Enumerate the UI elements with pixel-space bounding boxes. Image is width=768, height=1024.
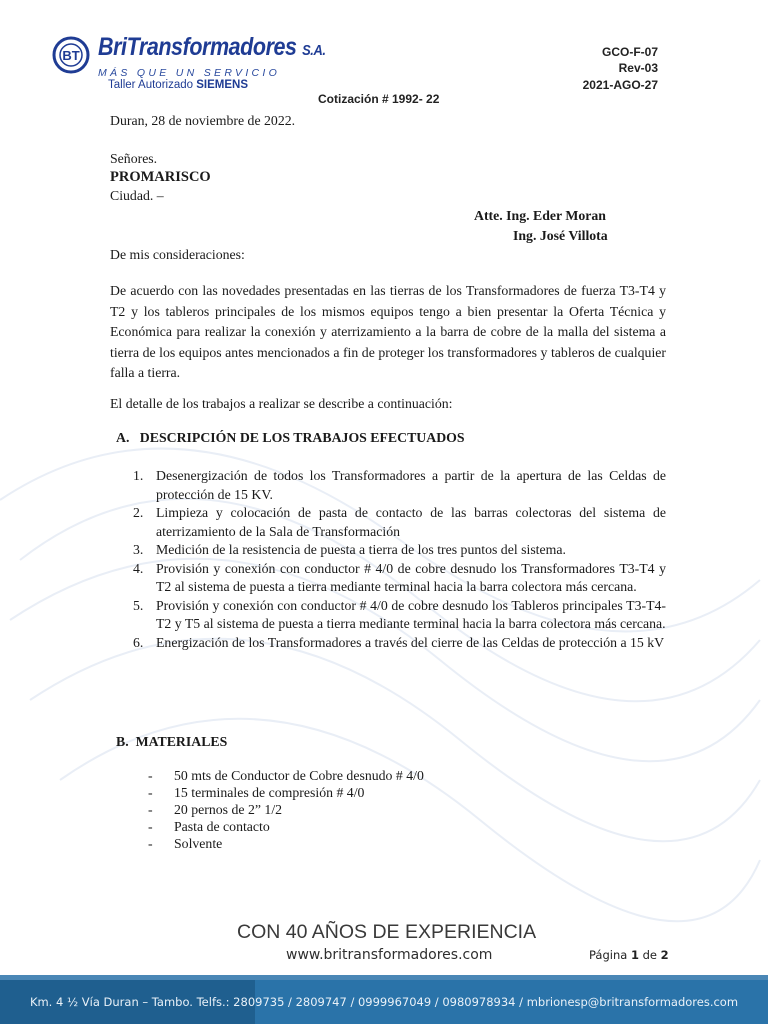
detail-intro: El detalle de los trabajos a realizar se describe a continuación: <box>110 396 453 411</box>
list-item: - Pasta de contacto <box>148 819 270 834</box>
website-link[interactable]: www.britransformadores.com <box>286 947 493 963</box>
list-item: 1. Desenergización de todos los Transformadores a partir de la apertura de las Celdas de protección de 15 KV. <box>133 468 666 502</box>
list-item: 4. Provisión y conexión con conductor # 4/0 de cobre desnudo los Transformadores T3-T4 y T2 al sistema de puesta a tierra mediante terminal hacia la barra colectora más cercana. <box>133 560 666 594</box>
authorized-workshop: Taller Autorizado SIEMENS <box>108 79 248 91</box>
intro-paragraph: De acuerdo con las novedades presentadas en las tierras de los Transformadores de fuerza T3-T4 y T2 y los tableros principales de los mismos equipos tengo a bien presentar la Oferta Técnica y Económica para realizar la conexión y aterrizamiento a la barra de cobre de la malla del sistema a tierra de los equipos antes mencionados a fin de proteger los transformadores y tableros de cualquier falla a tierra. <box>110 283 666 380</box>
doc-revision: Rev-03 <box>618 61 658 75</box>
recipient-company: PROMARISCO <box>110 169 211 185</box>
brand-slogan: MÁS QUE UN SERVICIO <box>98 67 281 79</box>
place-date: Duran, 28 de noviembre de 2022. <box>110 113 296 128</box>
doc-date: 2021-AGO-27 <box>582 78 658 92</box>
list-item: 6. Energización de los Transformadores a través del cierre de las Celdas de protección a 15 kV <box>133 634 665 650</box>
salutation: Señores. <box>110 151 158 166</box>
list-item: 2. Limpieza y colocación de pasta de contacto de las barras colectoras del sistema de aterrizamiento de la Sala de Transformación <box>133 505 666 539</box>
contact-footer-bar <box>0 975 768 1024</box>
company-logo <box>50 33 326 95</box>
logo-emblem-icon <box>50 35 96 75</box>
work-list <box>110 467 666 652</box>
doc-code: GCO-F-07 <box>601 45 658 59</box>
attention-line-2: Ing. José Villota <box>513 228 608 243</box>
section-a-heading: A. DESCRIPCIÓN DE LOS TRABAJOS EFECTUADOS <box>116 430 465 445</box>
recipient-city: Ciudad. – <box>110 188 164 203</box>
attention-line-1: Atte. Ing. Eder Moran <box>474 208 606 223</box>
section-b-heading: B. MATERIALES <box>116 734 228 749</box>
brand-name: BriTransformadores S.A. <box>98 33 326 61</box>
materials-list <box>148 767 424 852</box>
list-item: 3. Medición de la resistencia de puesta a tierra de los tres puntos del sistema. <box>133 542 566 557</box>
logo-monogram: BT <box>62 48 80 63</box>
greeting: De mis consideraciones: <box>110 247 245 262</box>
list-item: - 20 pernos de 2” 1/2 <box>148 802 283 817</box>
footer-slogan: CON 40 AÑOS DE EXPERIENCIA <box>237 921 537 943</box>
list-item: - 50 mts de Conductor de Cobre desnudo # 4/0 <box>148 768 424 783</box>
contact-info: Km. 4 ½ Vía Duran – Tambo. Telfs.: 2809735 / 2809747 / 0999967049 / 0980978934 / mbrionesp@britransformadores.com <box>29 995 739 1009</box>
quote-number: Cotización # 1992- 22 <box>318 92 440 106</box>
page-number: Página 1 de 2 <box>589 948 669 962</box>
list-item: 5. Provisión y conexión con conductor # 4/0 de cobre desnudo los Tableros principales T3-T4-T2 y T5 al sistema de puesta a tierra mediante terminal hacia la barra colectora más cercana. <box>133 597 666 631</box>
list-item: - 15 terminales de compresión # 4/0 <box>148 785 365 800</box>
list-item: - Solvente <box>148 836 223 851</box>
